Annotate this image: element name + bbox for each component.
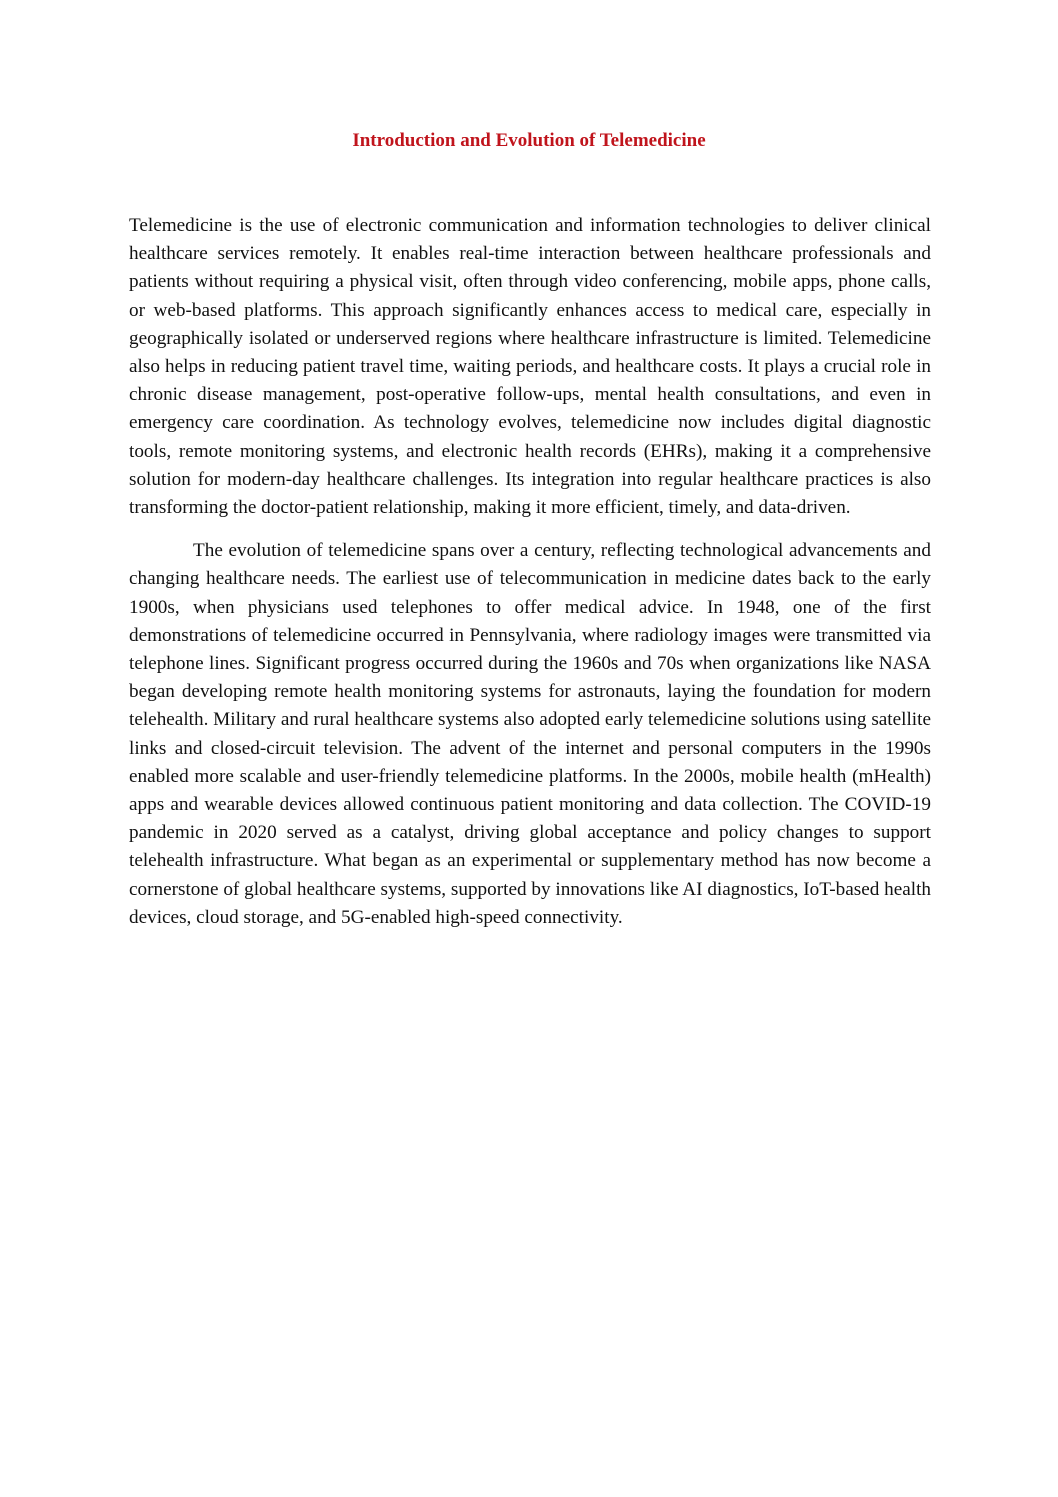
document-body: [129, 212, 931, 932]
paragraph-introduction: Telemedicine is the use of electronic communication and information technologies to deliver clinical healthcare services remotely. It enables real-time interaction between healthcare professionals and patients without requiring a physical visit, often through video conferencing, mobile apps, phone calls, or web-based platforms. This approach significantly enhances access to medical care, especially in geographically isolated or underserved regions where healthcare infrastructure is limited. Telemedicine also helps in reducing patient travel time, waiting periods, and healthcare costs. It plays a crucial role in chronic disease management, post-operative follow-ups, mental health consultations, and even in emergency care coordination. As technology evolves, telemedicine now includes digital diagnostic tools, remote monitoring systems, and electronic health records (EHRs), making it a comprehensive solution for modern-day healthcare challenges. Its integration into regular healthcare practices is also transforming the doctor-patient relationship, making it more efficient, timely, and data-driven.: [129, 215, 931, 519]
paragraph-evolution: The evolution of telemedicine spans over a century, reflecting technological advancements and changing healthcare needs. The earliest use of telecommunication in medicine dates back to the early 1900s, when physicians used telephones to offer medical advice. In 1948, one of the first demonstrations of telemedicine occurred in Pennsylvania, where radiology images were transmitted via telephone lines. Significant progress occurred during the 1960s and 70s when organizations like NASA began developing remote health monitoring systems for astronauts, laying the foundation for modern telehealth. Military and rural healthcare systems also adopted early telemedicine solutions using satellite links and closed-circuit television. The advent of the internet and personal computers in the 1990s enabled more scalable and user-friendly telemedicine platforms. In the 2000s, mobile health (mHealth) apps and wearable devices allowed continuous patient monitoring and data collection. The COVID-19 pandemic in 2020 served as a catalyst, driving global acceptance and policy changes to support telehealth infrastructure. What began as an experimental or supplementary method has now become a cornerstone of global healthcare systems, supported by innovations like AI diagnostics, IoT-based health devices, cloud storage, and 5G-enabled high-speed connectivity.: [129, 540, 931, 928]
page-title: Introduction and Evolution of Telemedicine: [352, 130, 706, 151]
